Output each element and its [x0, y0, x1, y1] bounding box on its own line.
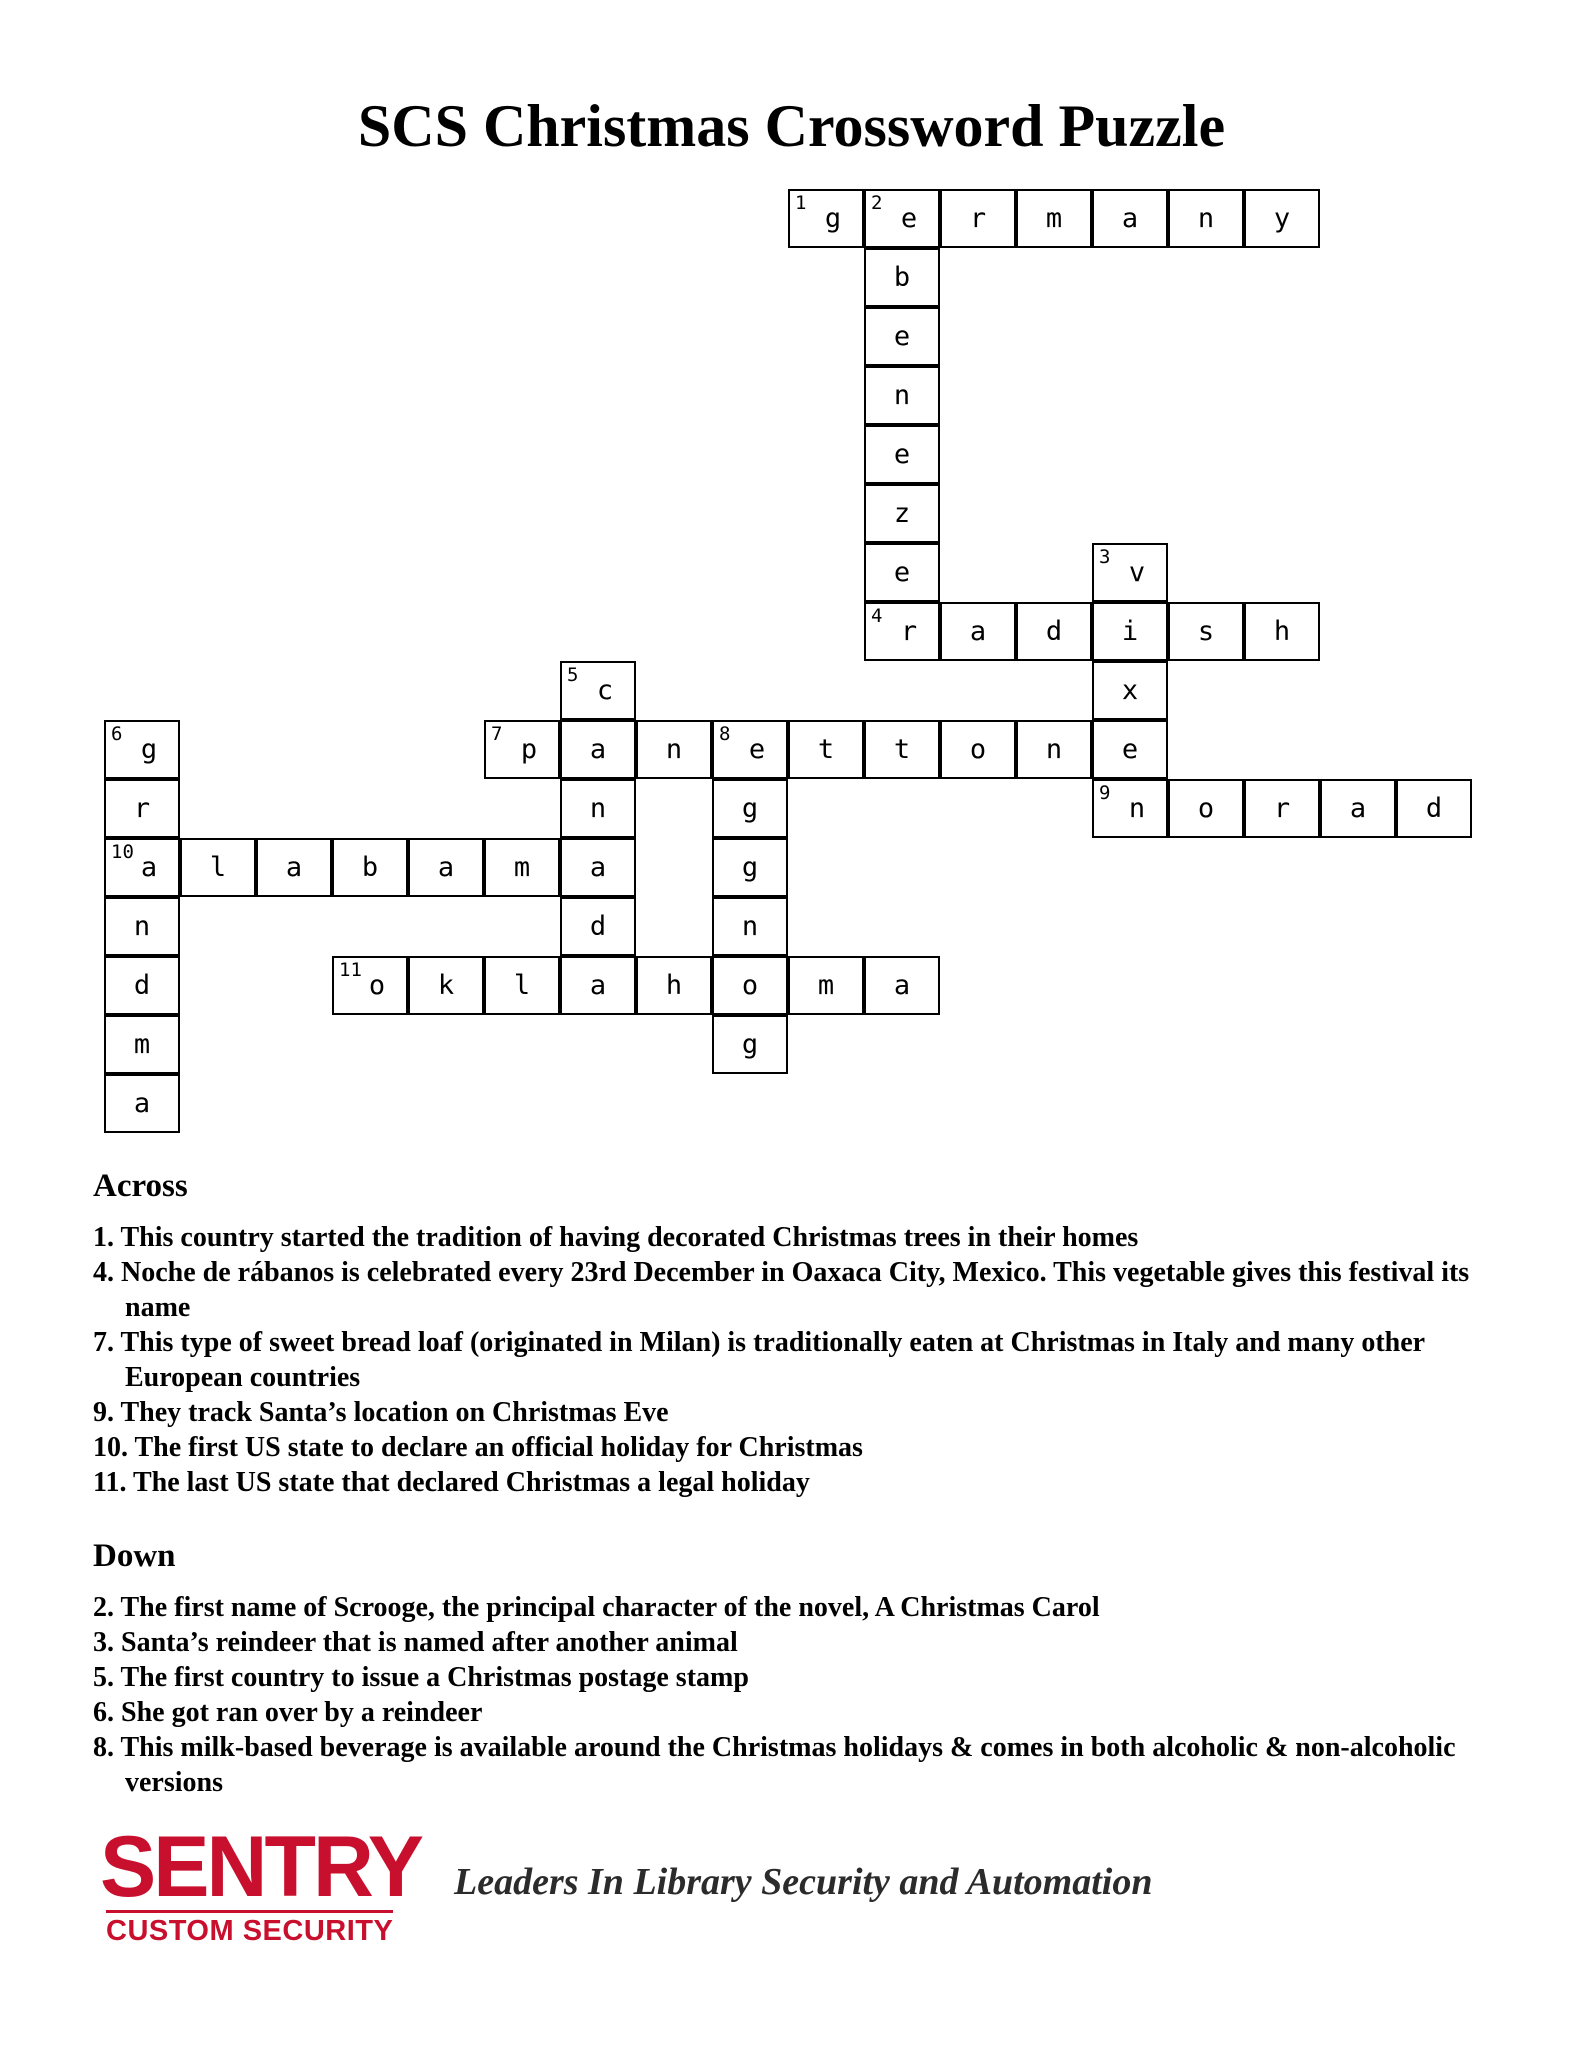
- cell-letter: a: [437, 852, 455, 883]
- clue-number: 11: [339, 959, 362, 981]
- crossword-cell[interactable]: [1244, 779, 1320, 838]
- crossword-cell[interactable]: [484, 720, 560, 779]
- cell-letter: a: [589, 970, 607, 1001]
- down-clue: 8. This milk-based beverage is available around the Christmas holidays & comes in both alcoholic & non-alcoholic versions: [93, 1732, 1456, 1798]
- crossword-cell[interactable]: [1168, 189, 1244, 248]
- cell-letter: k: [437, 970, 455, 1001]
- crossword-cell[interactable]: [1092, 720, 1168, 779]
- crossword-cell[interactable]: [1092, 189, 1168, 248]
- crossword-cell[interactable]: [864, 484, 940, 543]
- clue-number: 9: [1099, 782, 1111, 804]
- cell-letter: z: [893, 498, 911, 529]
- crossword-cell[interactable]: [712, 897, 788, 956]
- cell-letter: e: [893, 439, 911, 470]
- crossword-cell[interactable]: [636, 956, 712, 1015]
- crossword-cell[interactable]: [788, 956, 864, 1015]
- crossword-cell[interactable]: [560, 720, 636, 779]
- cell-letter: n: [741, 911, 759, 942]
- cell-letter: v: [1128, 557, 1146, 588]
- crossword-cell[interactable]: [940, 720, 1016, 779]
- cell-letter: a: [969, 616, 987, 647]
- cell-letter: a: [140, 852, 158, 883]
- cell-letter: l: [513, 970, 531, 1001]
- sentry-logo: SENTRY: [100, 1819, 422, 1915]
- cell-letter: d: [133, 970, 151, 1001]
- crossword-cell[interactable]: [1168, 779, 1244, 838]
- crossword-cell[interactable]: [864, 720, 940, 779]
- crossword-cell[interactable]: [104, 1074, 180, 1133]
- crossword-cell[interactable]: [1092, 543, 1168, 602]
- cell-letter: a: [893, 970, 911, 1001]
- crossword-cell[interactable]: [560, 956, 636, 1015]
- down-heading: Down: [93, 1538, 176, 1574]
- cell-letter: a: [589, 852, 607, 883]
- cell-letter: a: [285, 852, 303, 883]
- down-clue: 5. The first country to issue a Christmas postage stamp: [93, 1662, 749, 1693]
- cell-letter: o: [368, 970, 386, 1001]
- across-clue: 9. They track Santa’s location on Christmas Eve: [93, 1397, 669, 1428]
- cell-letter: l: [209, 852, 227, 883]
- cell-letter: n: [1128, 793, 1146, 824]
- down-clue: 3. Santa’s reindeer that is named after another animal: [93, 1627, 738, 1658]
- cell-letter: c: [596, 675, 614, 706]
- crossword-cell[interactable]: [1244, 189, 1320, 248]
- clue-number: 2: [871, 192, 883, 214]
- cell-letter: s: [1197, 616, 1215, 647]
- cell-letter: g: [140, 734, 158, 765]
- crossword-cell[interactable]: [560, 838, 636, 897]
- crossword-cell[interactable]: [1092, 779, 1168, 838]
- crossword-cell[interactable]: [864, 248, 940, 307]
- across-clue: 1. This country started the tradition of having decorated Christmas trees in their homes: [93, 1222, 1139, 1253]
- cell-letter: n: [133, 911, 151, 942]
- crossword-cell[interactable]: [560, 661, 636, 720]
- crossword-cell[interactable]: [1016, 189, 1092, 248]
- crossword-cell[interactable]: [408, 838, 484, 897]
- cell-letter: m: [513, 852, 531, 883]
- clue-number: 10: [111, 841, 134, 863]
- cell-letter: m: [1045, 203, 1063, 234]
- sentry-logo-subtitle: CUSTOM SECURITY: [106, 1910, 393, 1948]
- crossword-cell[interactable]: [560, 897, 636, 956]
- crossword-cell[interactable]: [1092, 602, 1168, 661]
- crossword-cell[interactable]: [712, 779, 788, 838]
- crossword-cell[interactable]: [256, 838, 332, 897]
- clue-number: 6: [111, 723, 123, 745]
- crossword-cell[interactable]: [104, 720, 180, 779]
- cell-letter: t: [817, 734, 835, 765]
- cell-letter: o: [741, 970, 759, 1001]
- across-clues: [93, 1220, 1513, 1500]
- cell-letter: n: [589, 793, 607, 824]
- cell-letter: o: [1197, 793, 1215, 824]
- cell-letter: x: [1121, 675, 1139, 706]
- crossword-cell[interactable]: [484, 838, 560, 897]
- crossword-cell[interactable]: [636, 720, 712, 779]
- cell-letter: e: [893, 557, 911, 588]
- crossword-cell[interactable]: [712, 720, 788, 779]
- cell-letter: n: [1197, 203, 1215, 234]
- cell-letter: r: [1273, 793, 1291, 824]
- down-clues: [93, 1590, 1513, 1800]
- cell-letter: g: [741, 1029, 759, 1060]
- across-clue: 4. Noche de rábanos is celebrated every 23rd December in Oaxaca City, Mexico. This vegetable gives this festival its name: [93, 1257, 1470, 1323]
- crossword-cell[interactable]: [1396, 779, 1472, 838]
- crossword-cell[interactable]: [712, 956, 788, 1015]
- crossword-cell[interactable]: [1168, 602, 1244, 661]
- cell-letter: e: [893, 321, 911, 352]
- crossword-cell[interactable]: [104, 838, 180, 897]
- crossword-cell[interactable]: [332, 956, 408, 1015]
- clue-number: 4: [871, 605, 883, 627]
- crossword-cell[interactable]: [1092, 661, 1168, 720]
- cell-letter: r: [133, 793, 151, 824]
- crossword-cell[interactable]: [1244, 602, 1320, 661]
- down-clue: 6. She got ran over by a reindeer: [93, 1697, 483, 1728]
- cell-letter: e: [748, 734, 766, 765]
- crossword-cell[interactable]: [104, 1015, 180, 1074]
- across-clue: 11. The last US state that declared Christmas a legal holiday: [93, 1467, 810, 1498]
- crossword-cell[interactable]: [332, 838, 408, 897]
- cell-letter: g: [741, 852, 759, 883]
- company-tagline: Leaders In Library Security and Automation: [454, 1861, 1153, 1903]
- cell-letter: n: [1045, 734, 1063, 765]
- cell-letter: i: [1121, 616, 1139, 647]
- cell-letter: n: [665, 734, 683, 765]
- crossword-cell[interactable]: [864, 543, 940, 602]
- footer: [100, 1819, 1400, 1952]
- cell-letter: a: [589, 734, 607, 765]
- down-clue: 2. The first name of Scrooge, the principal character of the novel, A Christmas Carol: [93, 1592, 1100, 1623]
- clue-number: 3: [1099, 546, 1111, 568]
- clue-number: 7: [491, 723, 503, 745]
- cell-letter: o: [969, 734, 987, 765]
- crossword-cell[interactable]: [788, 720, 864, 779]
- crossword-cell[interactable]: [940, 189, 1016, 248]
- across-clue: 10. The first US state to declare an official holiday for Christmas: [93, 1432, 863, 1463]
- cell-letter: d: [589, 911, 607, 942]
- page-title: SCS Christmas Crossword Puzzle: [357, 93, 1226, 159]
- crossword-cell[interactable]: [104, 956, 180, 1015]
- crossword-cell[interactable]: [864, 956, 940, 1015]
- cell-letter: y: [1273, 203, 1291, 234]
- across-heading: Across: [93, 1168, 188, 1204]
- crossword-cell[interactable]: [1320, 779, 1396, 838]
- cell-letter: g: [741, 793, 759, 824]
- crossword-cell[interactable]: [408, 956, 484, 1015]
- crossword-cell[interactable]: [940, 602, 1016, 661]
- crossword-cell[interactable]: [864, 602, 940, 661]
- crossword-cell[interactable]: [1016, 720, 1092, 779]
- cell-letter: h: [665, 970, 683, 1001]
- crossword-cell[interactable]: [712, 1015, 788, 1074]
- clue-number: 5: [567, 664, 579, 686]
- cell-letter: e: [1121, 734, 1139, 765]
- crossword-cell[interactable]: [864, 366, 940, 425]
- cell-letter: d: [1425, 793, 1443, 824]
- crossword-cell[interactable]: [560, 779, 636, 838]
- crossword-cell[interactable]: [104, 897, 180, 956]
- crossword-cell[interactable]: [864, 189, 940, 248]
- crossword-cell[interactable]: [788, 189, 864, 248]
- clue-number: 8: [719, 723, 731, 745]
- crossword-cell[interactable]: [712, 838, 788, 897]
- clue-number: 1: [795, 192, 807, 214]
- cell-letter: p: [520, 734, 538, 765]
- cell-letter: b: [893, 262, 911, 293]
- cell-letter: h: [1273, 616, 1291, 647]
- crossword-cell[interactable]: [1016, 602, 1092, 661]
- across-clue: 7. This type of sweet bread loaf (originated in Milan) is traditionally eaten at Christmas in Italy and many other European countries: [93, 1327, 1425, 1393]
- crossword-cell[interactable]: [864, 425, 940, 484]
- crossword-cell[interactable]: [180, 838, 256, 897]
- cell-letter: m: [817, 970, 835, 1001]
- cell-letter: a: [1121, 203, 1139, 234]
- cell-letter: a: [1349, 793, 1367, 824]
- cell-letter: r: [900, 616, 918, 647]
- cell-letter: e: [900, 203, 918, 234]
- cell-letter: t: [893, 734, 911, 765]
- cell-letter: m: [133, 1029, 151, 1060]
- cell-letter: b: [361, 852, 379, 883]
- cell-letter: r: [969, 203, 987, 234]
- crossword-cell[interactable]: [864, 307, 940, 366]
- cell-letter: g: [824, 203, 842, 234]
- crossword-cell[interactable]: [484, 956, 560, 1015]
- cell-letter: d: [1045, 616, 1063, 647]
- cell-letter: a: [133, 1088, 151, 1119]
- crossword-cell[interactable]: [104, 779, 180, 838]
- cell-letter: n: [893, 380, 911, 411]
